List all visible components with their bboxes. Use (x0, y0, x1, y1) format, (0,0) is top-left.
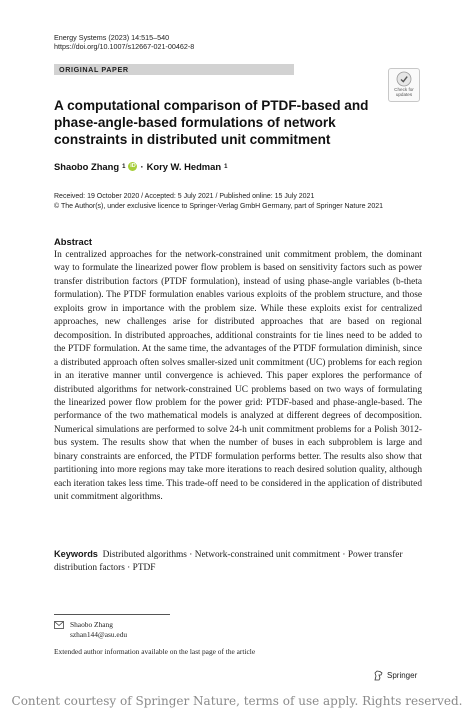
check-for-updates-badge[interactable] (388, 68, 420, 102)
keywords-label: Keywords (54, 549, 98, 559)
affiliation-marker: 1 (224, 163, 228, 170)
courtesy-notice (0, 694, 474, 708)
publisher-logo (373, 670, 417, 681)
envelope-icon (54, 621, 64, 629)
publication-dates: Received: 19 October 2020 / Accepted: 5 July 2021 / Published online: 15 July 2021 (54, 193, 315, 200)
copyright-notice: © The Author(s), under exclusive licence to Springer-Verlag GmbH Germany, part of Springer Nature 2021 (54, 203, 383, 210)
terms-of-use-link[interactable]: Content courtesy of Springer Nature, terms of use apply. Rights reserved. (11, 694, 463, 708)
abstract-heading: Abstract (54, 236, 93, 247)
footnote-divider (54, 614, 170, 615)
article-history (54, 192, 444, 212)
corresponding-author-name: Shaobo Zhang (70, 620, 113, 629)
paper-title: A computational comparison of PTDF-based and phase-angle-based formulations of network constraints in distributed unit commitment (54, 98, 369, 147)
corresponding-author-email[interactable]: szhan144@asu.edu (70, 630, 128, 639)
author-line (54, 161, 227, 172)
affiliation-marker: 1 (122, 163, 126, 170)
springer-horse-icon (373, 670, 384, 681)
keywords-list: Distributed algorithms · Network-constrained unit commitment · Power transfer distribution factors · PTDF (54, 550, 403, 574)
check-updates-icon (396, 71, 412, 87)
article-type-bar: ORIGINAL PAPER (54, 64, 294, 75)
corresponding-author-footnote (54, 620, 127, 640)
publisher-name: Springer (387, 671, 418, 680)
journal-citation: Energy Systems (2023) 14:515–540 (54, 33, 170, 42)
abstract-text: In centralized approaches for the network-constrained unit commitment problem, the dominant way to formulate the linearized power flow problem is based on sensitivity factors such as power transfer distribution factors (PTDF formulation), instead of using phase-angle variables (b-theta formulation). The PTDF formulation enables various exploits of the problem structure, and those exploits grow in importance with the problem size. While these exploits exist for centralized approaches, new challenges arise for distributed approaches that are based on regional decomposition. In distributed approaches, additional constraints for tie lines need to be added to the PTDF formulation. At the same time, the advantages of the PTDF formulation diminish, since a distributed approach often solves smaller-sized unit commitment (UC) problems for each region in an iterative manner until convergence is achieved. This paper explores the performance of distributed algorithms for network-constrained UC problems based on two ways of formulating the linearized power flow problem for the power grid: PTDF-based and phase-angle-based. The performance of the two mathematical models is analyzed at different degrees of decomposition. Numerical simulations are performed to solve 24-h unit commitment problems for a Polish 3012-bus system. The results show that when the number of buses in each subproblem is large and binary constraints are enforced, the PTDF formulation performs better. The results also show that partitioning into more regions may take more iterations to reach desired solution quality, although each iteration takes less time. This trade-off need to be considered in the application of distributed unit commitment algorithms. (54, 250, 422, 503)
author-name[interactable]: Shaobo Zhang (54, 161, 120, 172)
extended-author-info: Extended author information available on the last page of the article (54, 647, 256, 656)
check-updates-line1: Check for (394, 87, 414, 92)
doi-link[interactable]: https://doi.org/10.1007/s12667-021-00462-8 (54, 42, 195, 51)
keywords-section (54, 548, 422, 576)
author-separator: · (140, 161, 144, 172)
author-name[interactable]: Kory W. Hedman (146, 161, 222, 172)
check-updates-line2: updates (395, 92, 413, 97)
orcid-icon[interactable]: iD (130, 163, 136, 169)
